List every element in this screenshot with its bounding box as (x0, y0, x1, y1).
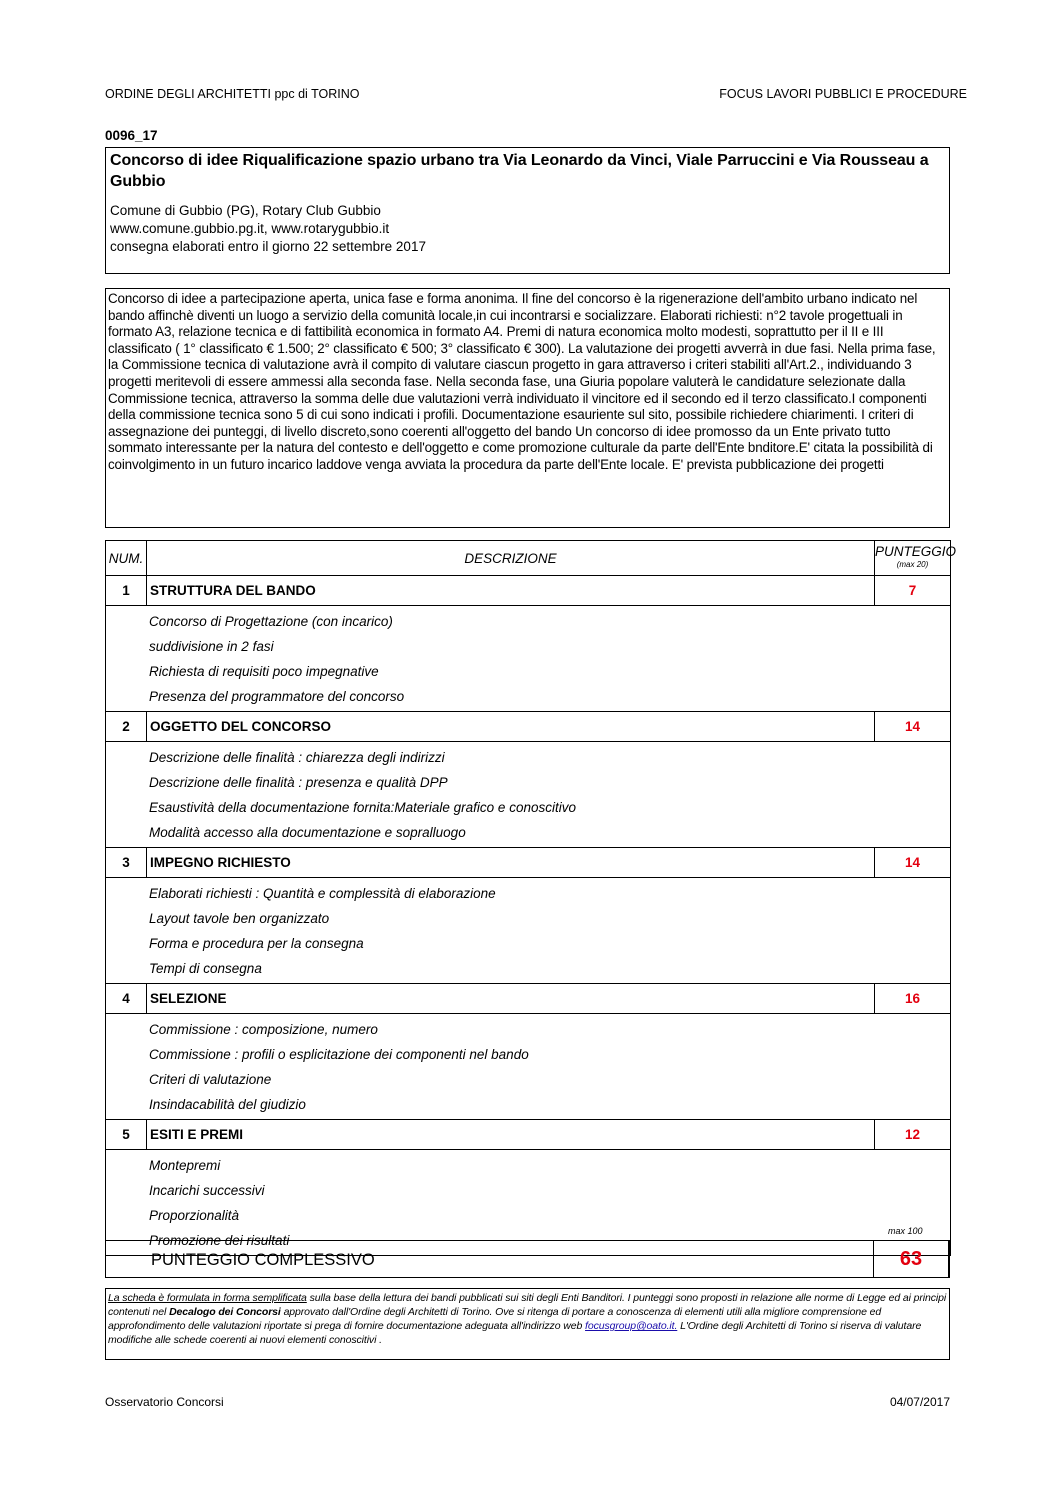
note-email-link[interactable]: focusgroup@oato.it. (585, 1320, 678, 1332)
criterion-item: Concorso di Progettazione (con incarico) (149, 614, 393, 629)
section-items (106, 742, 951, 848)
section-score: 12 (875, 1120, 951, 1150)
criterion-item: Descrizione delle finalità : presenza e qualità DPP (149, 775, 448, 790)
section-number: 2 (106, 712, 147, 742)
note-part2: sulla base della lettura dei bandi pubblicati sui siti degli Enti Banditori. I punteggi sono proposti in relazione alle norme di Legge ed ai principi contenuti nel (108, 1292, 947, 1318)
section-number: 3 (106, 848, 147, 878)
document-title: Concorso di idee Riqualificazione spazio urbano tra Via Leonardo da Vinci, Viale Parruccini e Via Rousseau a Gubbio (110, 152, 929, 190)
criterion-item: Proporzionalità (149, 1208, 240, 1223)
criterion-item: Layout tavole ben organizzato (149, 911, 330, 926)
section-score: 16 (875, 984, 951, 1014)
section-number: 5 (106, 1120, 147, 1150)
total-label: PUNTEGGIO COMPLESSIVO (151, 1251, 375, 1269)
score-table (105, 540, 957, 1256)
col-num-header: NUM. (106, 541, 147, 576)
col-score-max: (max 20) (896, 560, 929, 569)
criterion-item: Promozione dei risultati (149, 1233, 290, 1248)
section-title: OGGETTO DEL CONCORSO (147, 712, 875, 742)
section-row (106, 712, 951, 742)
section-score: 14 (875, 712, 951, 742)
col-score-header (875, 541, 957, 576)
total-box (105, 1240, 950, 1278)
section-title: STRUTTURA DEL BANDO (147, 576, 875, 606)
col-desc-header: DESCRIZIONE (147, 541, 875, 576)
section-row (106, 1120, 951, 1150)
criterion-item: Modalità accesso alla documentazione e sopralluogo (149, 825, 466, 840)
section-row (106, 848, 951, 878)
section-items-row (106, 1014, 951, 1120)
section-number: 4 (106, 984, 147, 1014)
section-items-row (106, 606, 951, 712)
total-value: 63 (873, 1240, 949, 1278)
criterion-item: Commissione : profili o esplicitazione dei componenti nel bando (149, 1047, 529, 1062)
section-row (106, 576, 951, 606)
section-number: 1 (106, 576, 147, 606)
note-decalogo: Decalogo dei Concorsi (169, 1306, 281, 1318)
note-part5: L'Ordine degli Architetti di Torino si riserva di valutare modifiche alle schede coerenti ai nuovi elementi conoscitivi . (108, 1320, 922, 1346)
section-title: ESITI E PREMI (147, 1120, 875, 1150)
criterion-item: Elaborati richiesti : Quantità e complessità di elaborazione (149, 886, 496, 901)
document-code: 0096_17 (105, 128, 158, 143)
title-box (105, 147, 950, 274)
info-block (110, 202, 945, 256)
table-header-row (106, 541, 951, 576)
description-box (105, 288, 950, 528)
criterion-item: Forma e procedura per la consegna (149, 936, 364, 951)
criterion-item: Commissione : composizione, numero (149, 1022, 378, 1037)
section-items (106, 1014, 951, 1120)
section-items (106, 606, 951, 712)
max-total-note: max 100 (888, 1226, 923, 1236)
criterion-item: Esaustività della documentazione fornita:Materiale grafico e conoscitivo (149, 800, 576, 815)
criterion-item: Insindacabilità del giudizio (149, 1097, 306, 1112)
section-title: SELEZIONE (147, 984, 875, 1014)
header-left: ORDINE DEGLI ARCHITETTI ppc di TORINO (105, 87, 360, 101)
info-websites: www.comune.gubbio.pg.it, www.rotarygubbio.it (110, 221, 390, 236)
criterion-item: Descrizione delle finalità : chiarezza degli indirizzi (149, 750, 445, 765)
section-items-row (106, 742, 951, 848)
info-deadline: consegna elaborati entro il giorno 22 settembre 2017 (110, 239, 426, 254)
footer-left: Osservatorio Concorsi (105, 1395, 224, 1409)
info-organizers: Comune di Gubbio (PG), Rotary Club Gubbio (110, 203, 381, 218)
criterion-item: Montepremi (149, 1158, 221, 1173)
section-items (106, 878, 951, 984)
criterion-item: suddivisione in 2 fasi (149, 639, 274, 654)
footer-date: 04/07/2017 (889, 1395, 950, 1409)
criterion-item: Presenza del programmatore del concorso (149, 689, 405, 704)
col-score-label: PUNTEGGIO (875, 544, 957, 559)
note-part1: La scheda è formulata in forma semplificata (108, 1292, 307, 1304)
section-score: 7 (875, 576, 951, 606)
criterion-item: Criteri di valutazione (149, 1072, 272, 1087)
criterion-item: Richiesta di requisiti poco impegnative (149, 664, 379, 679)
section-items-row (106, 878, 951, 984)
description-text: Concorso di idee a partecipazione aperta, unica fase e forma anonima. Il fine del concorso è la rigenerazione dell'ambito urbano indicato nel bando affinchè diventi un luogo a servizio della comunità locale,in cui incontrarsi e socializzare. Elaborati richiesti: n°2 tavole progettuali in formato A3, relazione tecnica e di fattibilità economica in formato A4. Premi di natura economica molto modesti, soprattutto per il II e III classificato ( 1° classificato € 1.500; 2° classificato € 500; 3° classificato € 300). La valutazione dei progetti avverrà in due fasi. Nella prima fase, la Commissione tecnica di valutazione avrà il compito di valutare ciascun progetto in gara attraverso i criteri stabiliti all'Art.2., individuando 3 progetti meritevoli di essere ammessi alla seconda fase. Nella seconda fase, una Giuria popolare valuterà le candidature selezionate dalla Commissione tecnica, attraverso la somma delle due valutazioni verrà individuato il vincitore ed il secondo ed il terzo classificato.I componenti della commissione tecnica sono 5 di cui sono indicati i profili. Documentazione esauriente sul sito, possibile richiedere chiarimenti. I criteri di assegnazione dei punteggi, di livello discreto,sono coerenti all'oggetto del bando Un concorso di idee promosso da un Ente privato tutto sommato interessante per la natura del contesto e dell'oggetto e come promozione culturale da parte dell'Ente bnditore.E' citata la possibilità di coinvolgimento in un futuro incarico laddove venga avviata la procedura da parte dell'Ente locale. E' prevista pubblicazione dei progetti (108, 291, 936, 472)
note-part4: approvato dall'Ordine degli Architetti di Torino. Ove si ritenga di portare a conoscenza di elementi utili alla migliore comprensione ed approfondimento delle valutazioni riportate si prega di fornire documentazione adeguata all'indirizzo web (108, 1306, 882, 1332)
criterion-item: Incarichi successivi (149, 1183, 265, 1198)
section-score: 14 (875, 848, 951, 878)
header-right: FOCUS LAVORI PUBBLICI E PROCEDURE (719, 87, 967, 101)
section-row (106, 984, 951, 1014)
section-title: IMPEGNO RICHIESTO (147, 848, 875, 878)
disclaimer-note (105, 1288, 950, 1360)
criterion-item: Tempi di consegna (149, 961, 262, 976)
